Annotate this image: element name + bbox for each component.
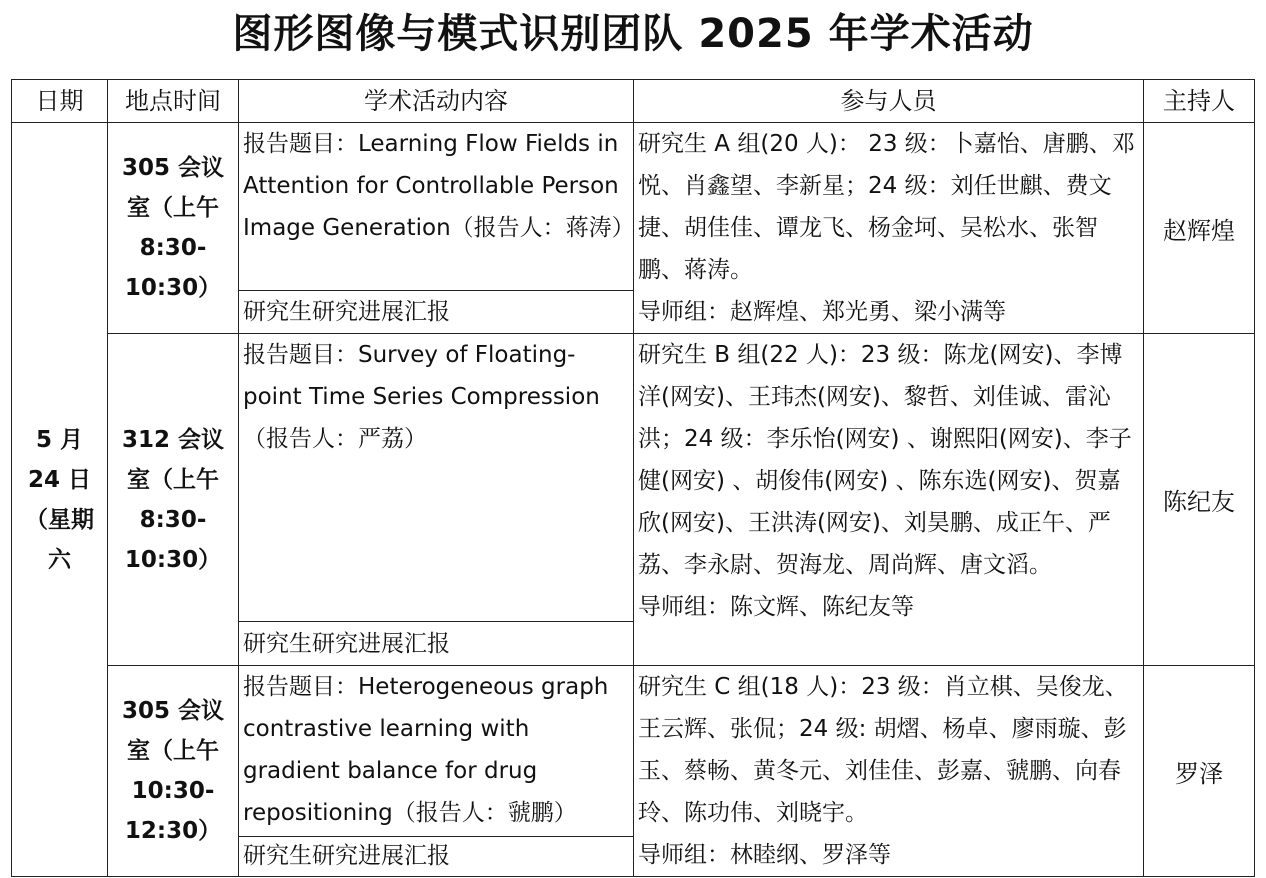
header-place-time: 地点时间 xyxy=(108,80,239,123)
advisors-list: 导师组：赵辉煌、郑光勇、梁小满等 xyxy=(638,299,1006,325)
page-title: 图形图像与模式识别团队 2025 年学术活动 xyxy=(232,11,1034,57)
progress-cell: 研究生研究进展汇报 xyxy=(239,291,634,334)
place-time-cell xyxy=(108,666,239,877)
room-label: 305 会议室（上午 xyxy=(121,698,225,764)
header-participants: 参与人员 xyxy=(634,80,1144,123)
students-list: 研究生 C 组(18 人)：23 级：肖立棋、吴俊龙、王云辉、张侃；24 级: 胡熠、杨卓、廖雨璇、彭玉、蔡畅、黄冬元、刘佳佳、彭嘉、虢鹏、向春玲、陈功伟、刘晓宇。 xyxy=(638,674,1128,826)
participants-cell xyxy=(634,666,1144,877)
advisors-list: 导师组：林睦纲、罗泽等 xyxy=(638,842,891,868)
participants-cell xyxy=(634,123,1144,334)
room-label: 305 会议室（上午 xyxy=(121,155,225,221)
students-list: 研究生 A 组(20 人)： 23 级：卜嘉怡、唐鹏、邓悦、肖鑫望、李新星；24 级：刘任世麒、费文捷、胡佳佳、谭龙飞、杨金坷、吴松水、张智鹏、蒋涛。 xyxy=(638,131,1135,283)
advisors-list: 导师组：陈文辉、陈纪友等 xyxy=(638,594,914,620)
place-time-cell xyxy=(108,334,239,666)
place-time-cell xyxy=(108,123,239,334)
header-row xyxy=(12,80,1255,123)
time-label: 8:30-10:30） xyxy=(124,235,222,301)
schedule-table xyxy=(11,79,1255,877)
host-cell: 罗泽 xyxy=(1144,666,1255,877)
host-cell: 陈纪友 xyxy=(1144,334,1255,666)
progress-cell: 研究生研究进展汇报 xyxy=(239,622,634,666)
header-host: 主持人 xyxy=(1144,80,1255,123)
date-cell: 5 月 24 日（星期六 xyxy=(12,123,108,877)
table-row xyxy=(12,666,1255,837)
students-list: 研究生 B 组(22 人)：23 级：陈龙(网安)、李博洋(网安)、王玮杰(网安)、黎哲、刘佳诚、雷沁洪；24 级：李乐怡(网安) 、谢熙阳(网安)、李子健(网安) 、胡俊伟(网安) 、陈东选(网安)、贺嘉欣(网安)、王洪涛(网安)、刘昊鹏、成正午、严荔、李永尉、贺海龙、周尚辉、唐文滔。 xyxy=(638,342,1132,578)
report-cell: 报告题目：Heterogeneous graph contrastive learning with gradient balance for drug repositioning（报告人：虢鹏） xyxy=(239,666,634,837)
report-cell: 报告题目：Survey of Floating-point Time Series Compression（报告人：严荔） xyxy=(239,334,634,622)
progress-cell: 研究生研究进展汇报 xyxy=(239,836,634,876)
header-date: 日期 xyxy=(12,80,108,123)
table-row xyxy=(12,123,1255,291)
time-label: 10:30-12:30） xyxy=(124,778,222,844)
table-row xyxy=(12,334,1255,622)
participants-cell xyxy=(634,334,1144,666)
report-cell: 报告题目：Learning Flow Fields in Attention for Controllable Person Image Generation（报告人：蒋涛） xyxy=(239,123,634,291)
time-label: 8:30-10:30） xyxy=(124,506,222,573)
header-content: 学术活动内容 xyxy=(239,80,634,123)
host-cell: 赵辉煌 xyxy=(1144,123,1255,334)
room-label: 312 会议室（上午 xyxy=(121,426,225,493)
